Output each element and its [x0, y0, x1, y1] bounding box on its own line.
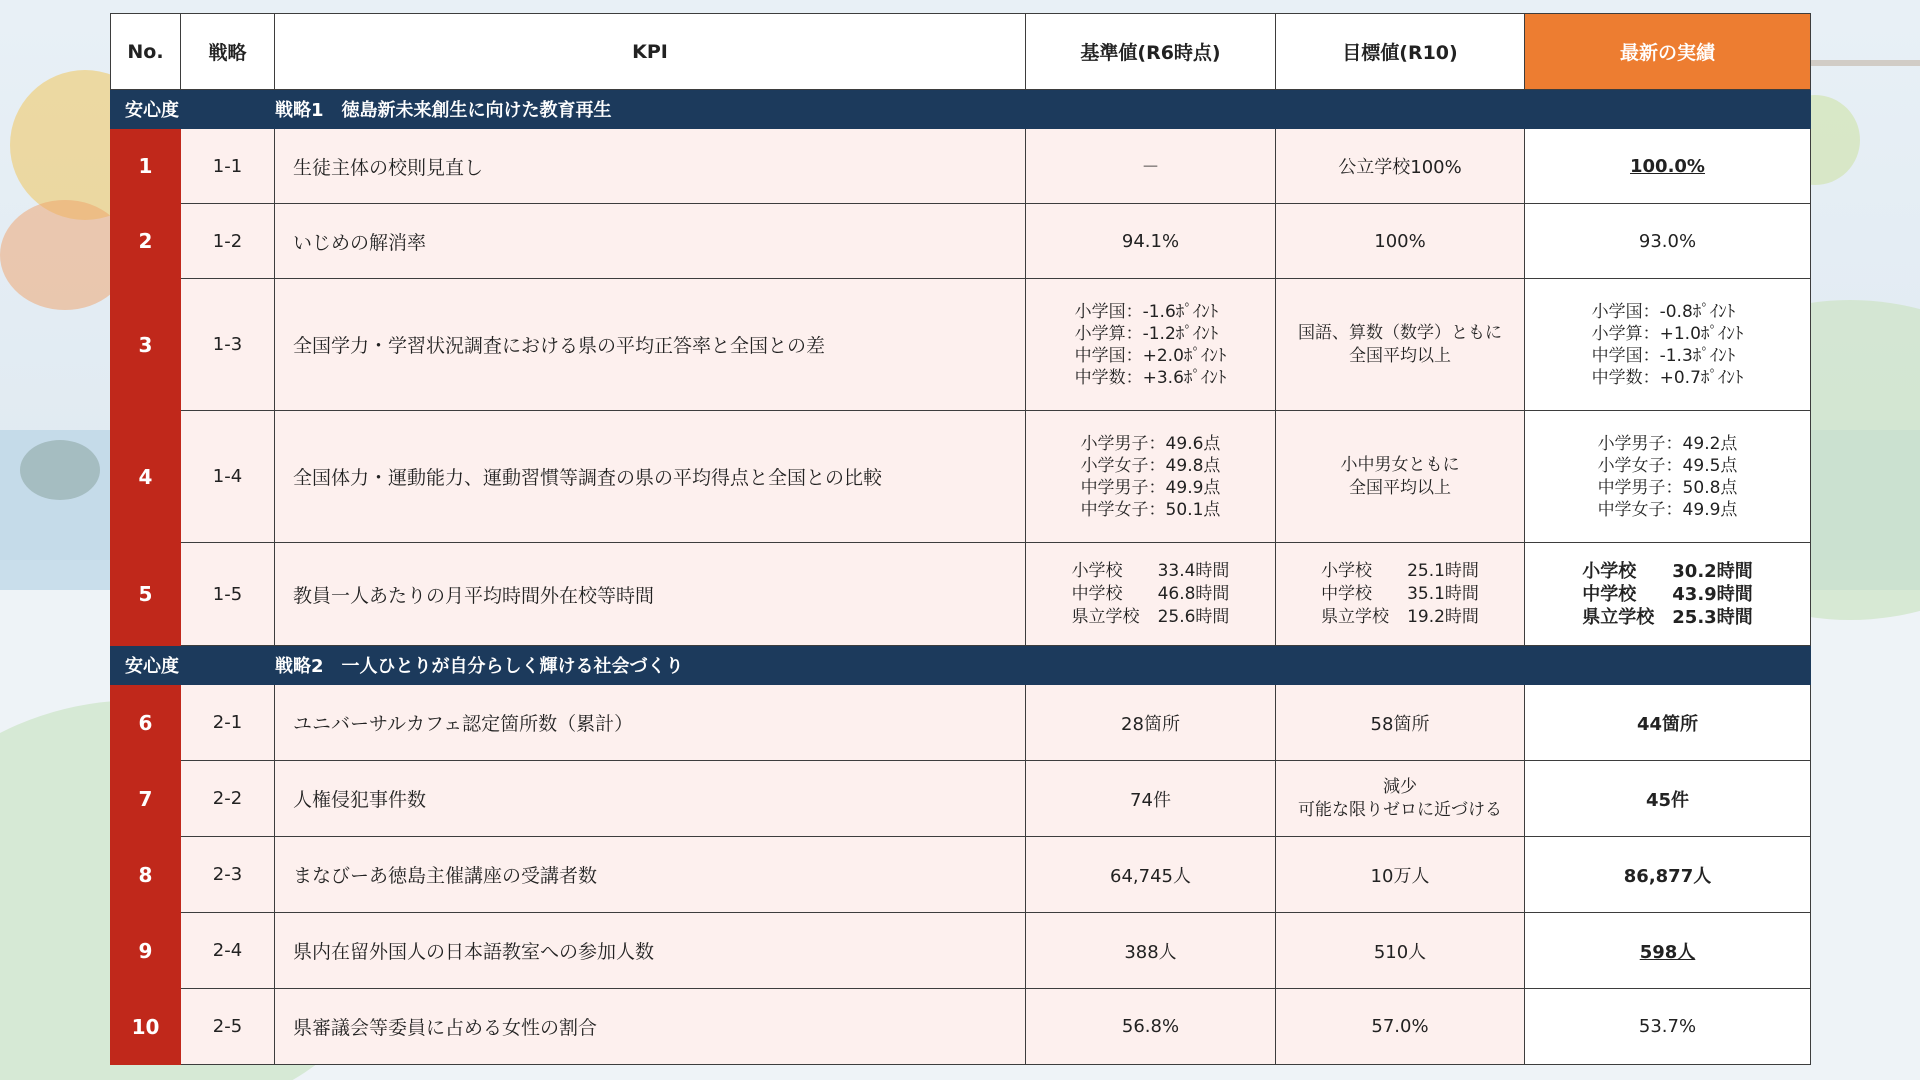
row-number: 10	[111, 989, 181, 1065]
hours-value: 46.8時間	[1157, 583, 1230, 604]
hours-value: 19.2時間	[1407, 606, 1479, 627]
kpi-table-container	[110, 13, 1810, 1065]
school-type: 県立学校	[1071, 606, 1140, 627]
hours-value: 35.1時間	[1407, 583, 1479, 604]
row-number: 8	[111, 837, 181, 913]
target-lines	[1341, 454, 1460, 500]
target-line: 全国平均以上	[1349, 477, 1451, 498]
header-kpi: KPI	[275, 14, 1026, 90]
section-filler	[1276, 646, 1811, 685]
baseline-line: 中学数：+3.6ﾎﾟｲﾝﾄ	[1074, 367, 1227, 388]
row-baseline	[1026, 411, 1276, 543]
latest-line: 小学国：-0.8ﾎﾟｲﾝﾄ	[1591, 301, 1736, 322]
sea-turtle-illustration	[20, 440, 100, 500]
row-kpi: 全国体力・運動能力、運動習慣等調査の県の平均得点と全国との比較	[275, 411, 1026, 543]
row-target: 10万人	[1276, 837, 1525, 913]
section-filler	[1276, 90, 1811, 129]
row-strategy: 1-4	[181, 411, 275, 543]
table-row	[111, 989, 1811, 1065]
header-baseline: 基準値(R6時点)	[1026, 14, 1276, 90]
section-bar	[111, 646, 1811, 685]
row-baseline	[1026, 279, 1276, 411]
row-latest: 44箇所	[1525, 685, 1811, 761]
header-no: No.	[111, 14, 181, 90]
row-target	[1276, 543, 1525, 646]
target-lines	[1298, 322, 1502, 368]
hours-value: 30.2時間	[1672, 560, 1753, 582]
baseline-line: 小学女子：49.8点	[1080, 455, 1221, 476]
target-hours	[1321, 560, 1479, 629]
section-label: 安心度	[111, 646, 275, 685]
hours-value: 33.4時間	[1157, 560, 1230, 581]
row-latest: 100.0%	[1525, 129, 1811, 204]
section-title: 戦略2 一人ひとりが自分らしく輝ける社会づくり	[275, 646, 1276, 685]
row-number: 5	[111, 543, 181, 646]
row-strategy: 1-5	[181, 543, 275, 646]
row-kpi: いじめの解消率	[275, 204, 1026, 279]
row-number: 2	[111, 204, 181, 279]
latest-line: 中学数：+0.7ﾎﾟｲﾝﾄ	[1591, 367, 1744, 388]
row-strategy: 2-5	[181, 989, 275, 1065]
row-strategy: 1-2	[181, 204, 275, 279]
table-row	[111, 913, 1811, 989]
row-latest	[1525, 411, 1811, 543]
row-baseline: 64,745人	[1026, 837, 1276, 913]
section-label: 安心度	[111, 90, 275, 129]
latest-line: 中学国：-1.3ﾎﾟｲﾝﾄ	[1591, 345, 1736, 366]
baseline-lines	[1075, 301, 1227, 389]
row-strategy: 2-1	[181, 685, 275, 761]
row-number: 4	[111, 411, 181, 543]
latest-line: 小学男子：49.2点	[1597, 433, 1738, 454]
school-type: 県立学校	[1582, 606, 1655, 628]
latest-line: 中学女子：49.9点	[1597, 499, 1738, 520]
row-target: 公立学校100%	[1276, 129, 1525, 204]
table-header-row	[111, 14, 1811, 90]
school-type: 県立学校	[1321, 606, 1390, 627]
row-latest: 93.0%	[1525, 204, 1811, 279]
row-target: 100%	[1276, 204, 1525, 279]
row-number: 7	[111, 761, 181, 837]
target-line: 可能な限りゼロに近づける	[1298, 799, 1502, 820]
row-number: 9	[111, 913, 181, 989]
row-target	[1276, 761, 1525, 837]
row-kpi: 県審議会等委員に占める女性の割合	[275, 989, 1026, 1065]
table-row	[111, 411, 1811, 543]
table-row	[111, 129, 1811, 204]
section-title: 戦略1 徳島新未来創生に向けた教育再生	[275, 90, 1276, 129]
row-number: 6	[111, 685, 181, 761]
row-target	[1276, 411, 1525, 543]
row-kpi: 全国学力・学習状況調査における県の平均正答率と全国との差	[275, 279, 1026, 411]
school-type: 小学校	[1071, 560, 1123, 581]
table-row	[111, 685, 1811, 761]
hours-value: 25.6時間	[1157, 606, 1230, 627]
row-latest: 53.7%	[1525, 989, 1811, 1065]
header-target: 目標値(R10)	[1276, 14, 1525, 90]
row-target: 58箇所	[1276, 685, 1525, 761]
school-type: 中学校	[1071, 583, 1123, 604]
hours-value: 43.9時間	[1672, 583, 1753, 605]
latest-line: 小学算：+1.0ﾎﾟｲﾝﾄ	[1591, 323, 1744, 344]
row-strategy: 1-1	[181, 129, 275, 204]
row-strategy: 2-2	[181, 761, 275, 837]
target-lines	[1298, 776, 1502, 822]
row-baseline: 388人	[1026, 913, 1276, 989]
latest-line: 小学女子：49.5点	[1597, 455, 1738, 476]
latest-lines	[1598, 433, 1738, 521]
row-number: 1	[111, 129, 181, 204]
row-kpi: 人権侵犯事件数	[275, 761, 1026, 837]
row-latest: 45件	[1525, 761, 1811, 837]
latest-line: 中学男子：50.8点	[1597, 477, 1738, 498]
row-baseline: －	[1026, 129, 1276, 204]
hours-value: 25.3時間	[1672, 606, 1753, 628]
row-strategy: 2-4	[181, 913, 275, 989]
row-target: 510人	[1276, 913, 1525, 989]
row-number: 3	[111, 279, 181, 411]
row-kpi: 県内在留外国人の日本語教室への参加人数	[275, 913, 1026, 989]
target-line: 小中男女ともに	[1340, 454, 1460, 475]
row-latest: 86,877人	[1525, 837, 1811, 913]
baseline-line: 小学算：-1.2ﾎﾟｲﾝﾄ	[1074, 323, 1219, 344]
row-baseline	[1026, 543, 1276, 646]
target-line: 全国平均以上	[1349, 345, 1451, 366]
table-row	[111, 204, 1811, 279]
table-row	[111, 761, 1811, 837]
baseline-line: 小学男子：49.6点	[1080, 433, 1221, 454]
row-baseline: 74件	[1026, 761, 1276, 837]
table-row	[111, 837, 1811, 913]
hours-value: 25.1時間	[1407, 560, 1479, 581]
kpi-table	[110, 13, 1811, 1065]
baseline-line: 小学国：-1.6ﾎﾟｲﾝﾄ	[1074, 301, 1219, 322]
school-type: 中学校	[1582, 583, 1637, 605]
latest-hours	[1582, 560, 1752, 629]
row-latest: 598人	[1525, 913, 1811, 989]
row-baseline: 28箇所	[1026, 685, 1276, 761]
baseline-hours	[1072, 560, 1230, 629]
row-kpi: まなびーあ徳島主催講座の受講者数	[275, 837, 1026, 913]
row-strategy: 2-3	[181, 837, 275, 913]
row-baseline: 56.8%	[1026, 989, 1276, 1065]
baseline-line: 中学国：+2.0ﾎﾟｲﾝﾄ	[1074, 345, 1227, 366]
row-strategy: 1-3	[181, 279, 275, 411]
row-kpi: ユニバーサルカフェ認定箇所数（累計）	[275, 685, 1026, 761]
row-kpi: 生徒主体の校則見直し	[275, 129, 1026, 204]
row-latest	[1525, 543, 1811, 646]
school-type: 中学校	[1321, 583, 1373, 604]
header-latest: 最新の実績	[1525, 14, 1811, 90]
row-baseline: 94.1%	[1026, 204, 1276, 279]
school-type: 小学校	[1582, 560, 1637, 582]
row-latest	[1525, 279, 1811, 411]
baseline-line: 中学女子：50.1点	[1080, 499, 1221, 520]
row-kpi: 教員一人あたりの月平均時間外在校等時間	[275, 543, 1026, 646]
school-type: 小学校	[1321, 560, 1373, 581]
target-line: 減少	[1383, 776, 1417, 797]
target-line: 国語、算数（数学）ともに	[1298, 322, 1502, 343]
table-row	[111, 279, 1811, 411]
section-bar	[111, 90, 1811, 129]
row-target: 57.0%	[1276, 989, 1525, 1065]
baseline-lines	[1081, 433, 1221, 521]
latest-lines	[1592, 301, 1744, 389]
table-row	[111, 543, 1811, 646]
header-strategy: 戦略	[181, 14, 275, 90]
row-target	[1276, 279, 1525, 411]
baseline-line: 中学男子：49.9点	[1080, 477, 1221, 498]
